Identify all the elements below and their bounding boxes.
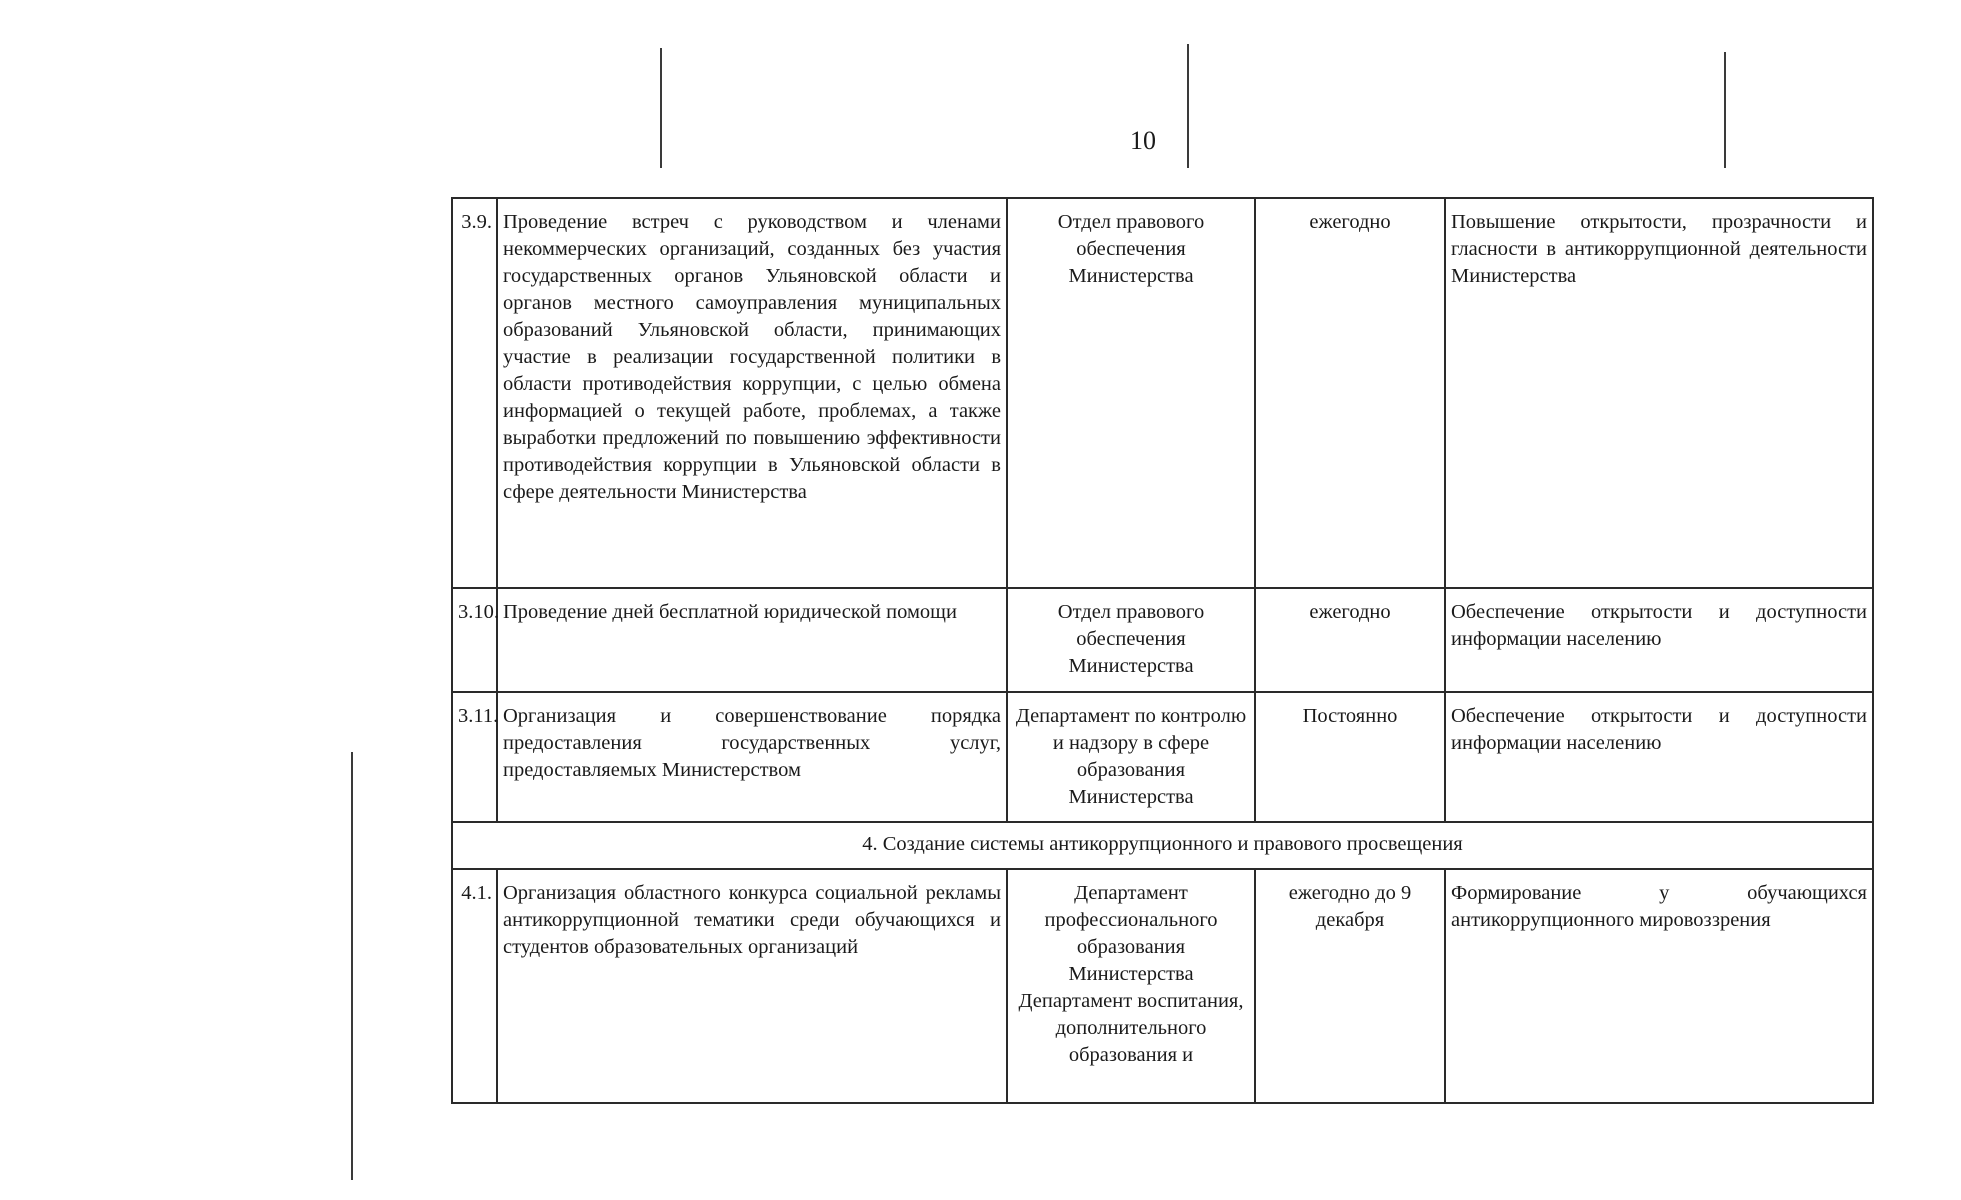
result-cell: Повышение открытости, прозрачности и гласности в антикоррупционной деятельности Министерства [1445, 198, 1873, 588]
responsible-cell: Отдел правового обеспечения Министерства [1007, 198, 1255, 588]
section-header-row [452, 822, 1873, 869]
result-cell: Обеспечение открытости и доступности информации населению [1445, 588, 1873, 692]
action-cell: Проведение встреч с руководством и членами некоммерческих организаций, созданных без участия государственных органов Ульяновской области и органов местного самоуправления муниципальных образований Ульяновской области, принимающих участие в реализации государственной политики в области противодействия коррупции, с целью обмена информацией о текущей работе, проблемах, а также выработки предложений по повышению эффективности противодействия коррупции в Ульяновской области в сфере деятельности Министерства [497, 198, 1007, 588]
term-cell: Постоянно [1255, 692, 1445, 822]
scan-fold-line [351, 752, 353, 1180]
term-cell: ежегодно до 9 декабря [1255, 869, 1445, 1103]
section-title: 4. Создание системы антикоррупционного и правового просвещения [452, 822, 1873, 869]
table-row [452, 588, 1873, 692]
responsible-cell: Отдел правового обеспечения Министерства [1007, 588, 1255, 692]
action-cell: Организация областного конкурса социальной рекламы антикоррупционной тематики среди обучающихся и студентов образовательных организаций [497, 869, 1007, 1103]
term-cell: ежегодно [1255, 588, 1445, 692]
term-cell: ежегодно [1255, 198, 1445, 588]
result-cell: Формирование у обучающихся антикоррупционного мировоззрения [1445, 869, 1873, 1103]
responsible-cell: Департамент по контролю и надзору в сфере образования Министерства [1007, 692, 1255, 822]
scan-fold-line [1187, 44, 1189, 168]
row-number: 4.1. [452, 869, 497, 1103]
table-row [452, 692, 1873, 822]
row-number: 3.10. [452, 588, 497, 692]
scan-fold-line [1724, 52, 1726, 168]
row-number: 3.9. [452, 198, 497, 588]
scan-fold-line [660, 48, 662, 168]
action-plan-table [451, 197, 1874, 1104]
table-row [452, 198, 1873, 588]
action-cell: Проведение дней бесплатной юридической помощи [497, 588, 1007, 692]
table-row [452, 869, 1873, 1103]
row-number: 3.11. [452, 692, 497, 822]
responsible-cell: Департамент профессионального образования Министерства Департамент воспитания, дополнительного образования и [1007, 869, 1255, 1103]
action-cell: Организация и совершенствование порядка предоставления государственных услуг, предоставляемых Министерством [497, 692, 1007, 822]
result-cell: Обеспечение открытости и доступности информации населению [1445, 692, 1873, 822]
page-number: 10 [1130, 126, 1156, 155]
